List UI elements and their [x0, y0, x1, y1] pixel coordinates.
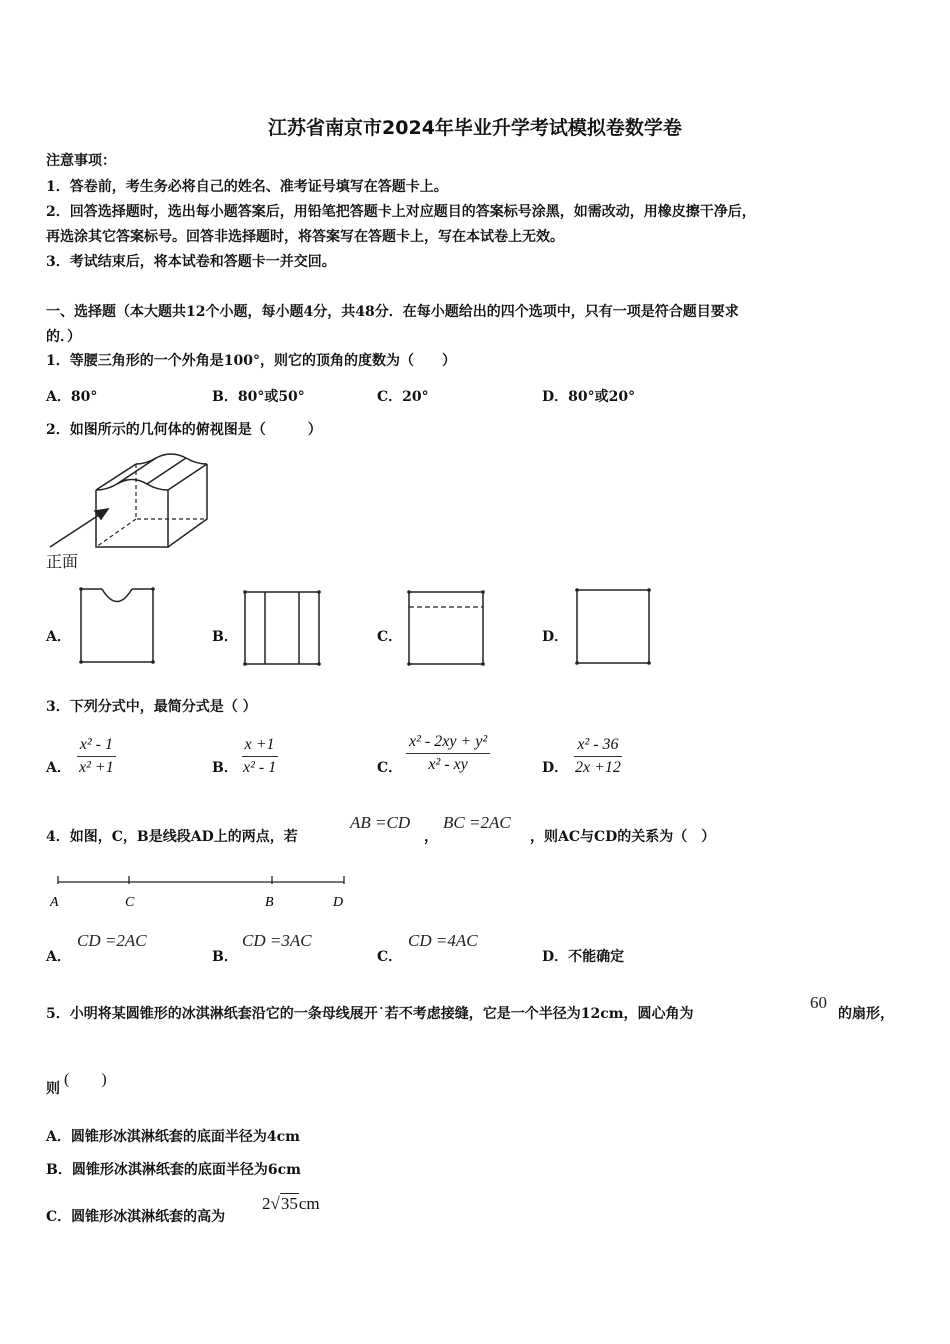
q5-stem-end: 的扇形， — [838, 1006, 894, 1022]
q4-option-c: C． — [377, 949, 403, 965]
q4-label-b: B — [265, 895, 274, 910]
q3-c-denominator: x² - xy — [428, 756, 468, 773]
sqrt-icon: √ — [270, 1194, 280, 1213]
q3-d-denominator: 2x +12 — [575, 759, 621, 776]
q2-option-d: D． — [542, 629, 569, 645]
q4-label-a: A — [50, 895, 59, 910]
note-2a: 2．回答选择题时，选出每小题答案后，用铅笔把答题卡上对应题目的答案标号涂黑，如需改动，用橡皮擦干净后， — [46, 204, 756, 220]
q1-option-b: B．80°或50° — [212, 389, 305, 405]
q5-c-radicand: 35 — [280, 1194, 298, 1213]
q4-option-b: B． — [212, 949, 238, 965]
q3-b-denominator: x² - 1 — [243, 759, 277, 776]
q5-c-unit: cm — [298, 1194, 320, 1213]
page-title: 江苏省南京市2024年毕业升学考试模拟卷数学卷 — [268, 117, 682, 139]
q5-stem: 5．小明将某圆锥形的冰淇淋纸套沿它的一条母线展开˙若不考虑接缝，它是一个半径为12cm，圆心角为 — [46, 1006, 694, 1022]
q4-option-c-expr: CD =4AC — [408, 931, 478, 950]
q1-option-a: A．80° — [46, 389, 98, 405]
q5-answer-paren: ( ) — [64, 1071, 107, 1088]
q5-angle: 60 — [810, 993, 827, 1012]
q3-a-denominator: x² +1 — [79, 759, 114, 776]
q3-c-numerator: x² - 2xy + y² — [406, 733, 490, 754]
q3-option-c-fraction — [406, 733, 490, 774]
q4-option-a-expr: CD =2AC — [77, 931, 147, 950]
q5-option-c-expr — [262, 1194, 320, 1214]
q5-option-c: C．圆锥形冰淇淋纸套的高为 — [46, 1209, 226, 1225]
q3-stem: 3．下列分式中，最简分式是（ ） — [46, 699, 257, 715]
q2-option-d-figure — [576, 589, 652, 665]
q4-expr-ab-cd: AB =CD — [350, 813, 411, 832]
q2-stem: 2．如图所示的几何体的俯视图是（ ） — [46, 422, 322, 438]
q3-d-numerator: x² - 36 — [574, 736, 621, 757]
q3-option-a-fraction — [76, 736, 117, 777]
q3-option-b-fraction — [240, 736, 279, 777]
q2-option-a: A． — [46, 629, 71, 645]
q5-option-a: A．圆锥形冰淇淋纸套的底面半径为4cm — [46, 1129, 300, 1145]
q3-option-a: A． — [46, 760, 71, 776]
q2-option-a-figure — [80, 588, 156, 664]
q5-option-b: B．圆锥形冰淇淋纸套的底面半径为6cm — [46, 1162, 301, 1178]
q3-a-numerator: x² - 1 — [77, 736, 116, 757]
q4-label-c: C — [125, 895, 135, 910]
q2-front-label: 正面 — [46, 552, 79, 571]
q3-option-c: C． — [377, 760, 403, 776]
q2-option-c: C． — [377, 629, 403, 645]
q5-c-coefficient: 2 — [262, 1194, 271, 1213]
note-2b: 再选涂其它答案标号。回答非选择题时，将答案写在答题卡上，写在本试卷上无效。 — [46, 229, 564, 245]
q3-b-numerator: x +1 — [242, 736, 278, 757]
q4-option-b-expr: CD =3AC — [242, 931, 312, 950]
q4-comma: ， — [424, 829, 438, 845]
section-line-2: 的．） — [46, 329, 81, 345]
q4-label-d: D — [333, 895, 344, 910]
note-1: 1．答卷前，考生务必将自己的姓名、准考证号填写在答题卡上。 — [46, 179, 448, 195]
q2-option-b: B． — [212, 629, 238, 645]
q3-option-d-fraction — [572, 736, 624, 777]
note-3: 3．考试结束后，将本试卷和答题卡一并交回。 — [46, 254, 336, 270]
q5-then: 则 — [46, 1081, 60, 1097]
notes-header: 注意事项： — [46, 153, 116, 169]
q4-expr-bc-ac: BC =2AC — [443, 813, 511, 832]
q1-option-c: C．20° — [377, 389, 429, 405]
q4-option-d: D．不能确定 — [542, 949, 625, 965]
q4-stem-end: ，则AC与CD的关系为（ ） — [530, 829, 716, 845]
q2-option-b-figure — [244, 591, 322, 667]
q2-option-c-figure — [408, 591, 486, 667]
q1-option-d: D．80°或20° — [542, 389, 636, 405]
q4-stem-start: 4．如图，C，B是线段AD上的两点，若 — [46, 829, 298, 845]
q3-option-d: D． — [542, 760, 569, 776]
q4-segment-figure — [50, 872, 350, 912]
section-line-1: 一、选择题（本大题共12个小题，每小题4分，共48分．在每小题给出的四个选项中，只有一项是符合题目要求 — [46, 304, 739, 320]
q1-stem: 1．等腰三角形的一个外角是100°，则它的顶角的度数为（ ） — [46, 353, 456, 369]
q4-option-a: A． — [46, 949, 71, 965]
q3-option-b: B． — [212, 760, 238, 776]
